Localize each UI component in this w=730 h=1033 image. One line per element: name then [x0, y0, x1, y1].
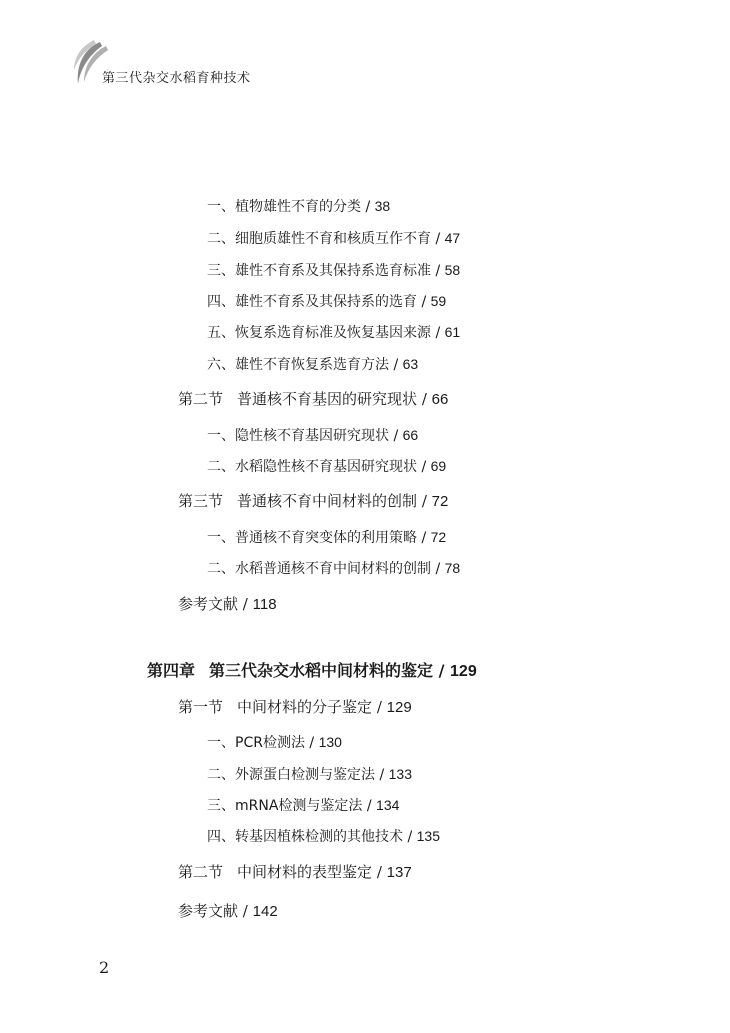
toc-page-number: 38 — [374, 198, 391, 214]
toc-page-number: 130 — [318, 734, 342, 750]
toc-separator: / — [421, 492, 427, 510]
toc-separator: / — [438, 661, 445, 680]
toc-item[interactable] — [207, 732, 342, 753]
toc-page-number: 129 — [450, 663, 477, 680]
toc-item[interactable] — [207, 354, 418, 375]
toc-item-text: 五、恢复系选育标准及恢复基因来源 — [207, 325, 431, 341]
toc-item-text: 六、雄性不育恢复系选育方法 — [207, 357, 389, 373]
toc-page-number: 133 — [388, 766, 412, 782]
toc-page-number: 63 — [402, 356, 419, 372]
toc-item-text: 一、普通核不育突变体的利用策略 — [207, 530, 417, 546]
page-number: 2 — [99, 958, 110, 977]
toc-item[interactable] — [207, 764, 412, 785]
toc-item-text: 一、隐性核不育基因研究现状 — [207, 428, 389, 444]
toc-references[interactable] — [178, 594, 277, 615]
toc-item[interactable] — [207, 425, 418, 446]
toc-separator: / — [421, 294, 427, 310]
toc-item[interactable] — [207, 228, 460, 249]
toc-page-number: 142 — [252, 903, 278, 920]
toc-item[interactable] — [207, 260, 460, 281]
toc-page-number: 72 — [431, 493, 449, 510]
toc-item-text: 三、mRNA检测与鉴定法 — [207, 798, 363, 814]
toc-section-title: 普通核不育基因的研究现状 — [237, 390, 418, 408]
toc-separator: / — [376, 698, 382, 716]
toc-page-number: 118 — [252, 596, 277, 613]
toc-chapter-label: 第四章 — [147, 661, 196, 680]
toc-item[interactable] — [207, 291, 446, 312]
toc-separator: / — [366, 798, 372, 814]
toc-separator: / — [376, 863, 382, 881]
toc-item[interactable] — [207, 795, 399, 816]
toc-page-number: 66 — [431, 391, 449, 408]
toc-item-text: 二、外源蛋白检测与鉴定法 — [207, 767, 375, 783]
toc-page-number: 61 — [444, 324, 461, 340]
toc-item[interactable] — [207, 527, 446, 548]
toc-item-text: 二、细胞质雄性不育和核质互作不育 — [207, 231, 431, 247]
toc-references-label: 参考文献 — [178, 595, 239, 613]
toc-item-text: 一、PCR检测法 — [207, 735, 305, 751]
toc-item[interactable] — [207, 826, 440, 847]
toc-item[interactable] — [207, 196, 390, 217]
toc-section[interactable] — [178, 389, 448, 410]
toc-section-label: 第一节 — [178, 698, 224, 716]
toc-page-number: 134 — [376, 797, 400, 813]
toc-page-number: 59 — [430, 293, 447, 309]
toc-separator: / — [242, 902, 248, 920]
toc-separator: / — [421, 459, 427, 475]
book-title: 第三代杂交水稻育种技术 — [102, 71, 251, 86]
toc-section[interactable] — [178, 862, 412, 883]
toc-page-number: 78 — [444, 560, 461, 576]
toc-item[interactable] — [207, 558, 460, 579]
toc-separator: / — [435, 263, 441, 279]
toc-page-number: 135 — [416, 828, 440, 844]
toc-separator: / — [435, 561, 441, 577]
toc-chapter[interactable] — [147, 661, 477, 682]
toc-page-number: 137 — [386, 864, 412, 881]
toc-separator: / — [365, 199, 371, 215]
toc-references-label: 参考文献 — [178, 902, 239, 920]
toc-separator: / — [379, 767, 385, 783]
toc-page-number: 69 — [430, 458, 447, 474]
toc-item-text: 二、水稻隐性核不育基因研究现状 — [207, 459, 417, 475]
toc-page-number: 47 — [444, 230, 461, 246]
toc-section[interactable] — [178, 697, 412, 718]
toc-separator: / — [435, 231, 441, 247]
toc-chapter-title: 第三代杂交水稻中间材料的鉴定 — [209, 661, 434, 680]
toc-separator: / — [393, 357, 399, 373]
toc-item-text: 二、水稻普通核不育中间材料的创制 — [207, 561, 431, 577]
toc-separator: / — [242, 595, 248, 613]
toc-section-label: 第二节 — [178, 863, 224, 881]
toc-section-title: 中间材料的分子鉴定 — [237, 698, 373, 716]
toc-section-label: 第三节 — [178, 492, 224, 510]
toc-item[interactable] — [207, 456, 446, 477]
toc-separator: / — [393, 428, 399, 444]
toc-page-number: 129 — [386, 699, 412, 716]
toc-section-title: 中间材料的表型鉴定 — [237, 863, 373, 881]
toc-section-label: 第二节 — [178, 390, 224, 408]
toc-separator: / — [421, 390, 427, 408]
toc-section-title: 普通核不育中间材料的创制 — [237, 492, 418, 510]
toc-page-number: 66 — [402, 427, 419, 443]
toc-item-text: 一、植物雄性不育的分类 — [207, 199, 361, 215]
toc-page-number: 72 — [430, 529, 447, 545]
toc-separator: / — [435, 325, 441, 341]
toc-section[interactable] — [178, 491, 448, 512]
toc-item-text: 四、转基因植株检测的其他技术 — [207, 829, 403, 845]
toc-page-number: 58 — [444, 262, 461, 278]
toc-item-text: 三、雄性不育系及其保持系选育标准 — [207, 263, 431, 279]
toc-item[interactable] — [207, 322, 460, 343]
toc-item-text: 四、雄性不育系及其保持系的选育 — [207, 294, 417, 310]
toc-separator: / — [407, 829, 413, 845]
toc-separator: / — [309, 735, 315, 751]
toc-references[interactable] — [178, 901, 278, 922]
toc-separator: / — [421, 530, 427, 546]
